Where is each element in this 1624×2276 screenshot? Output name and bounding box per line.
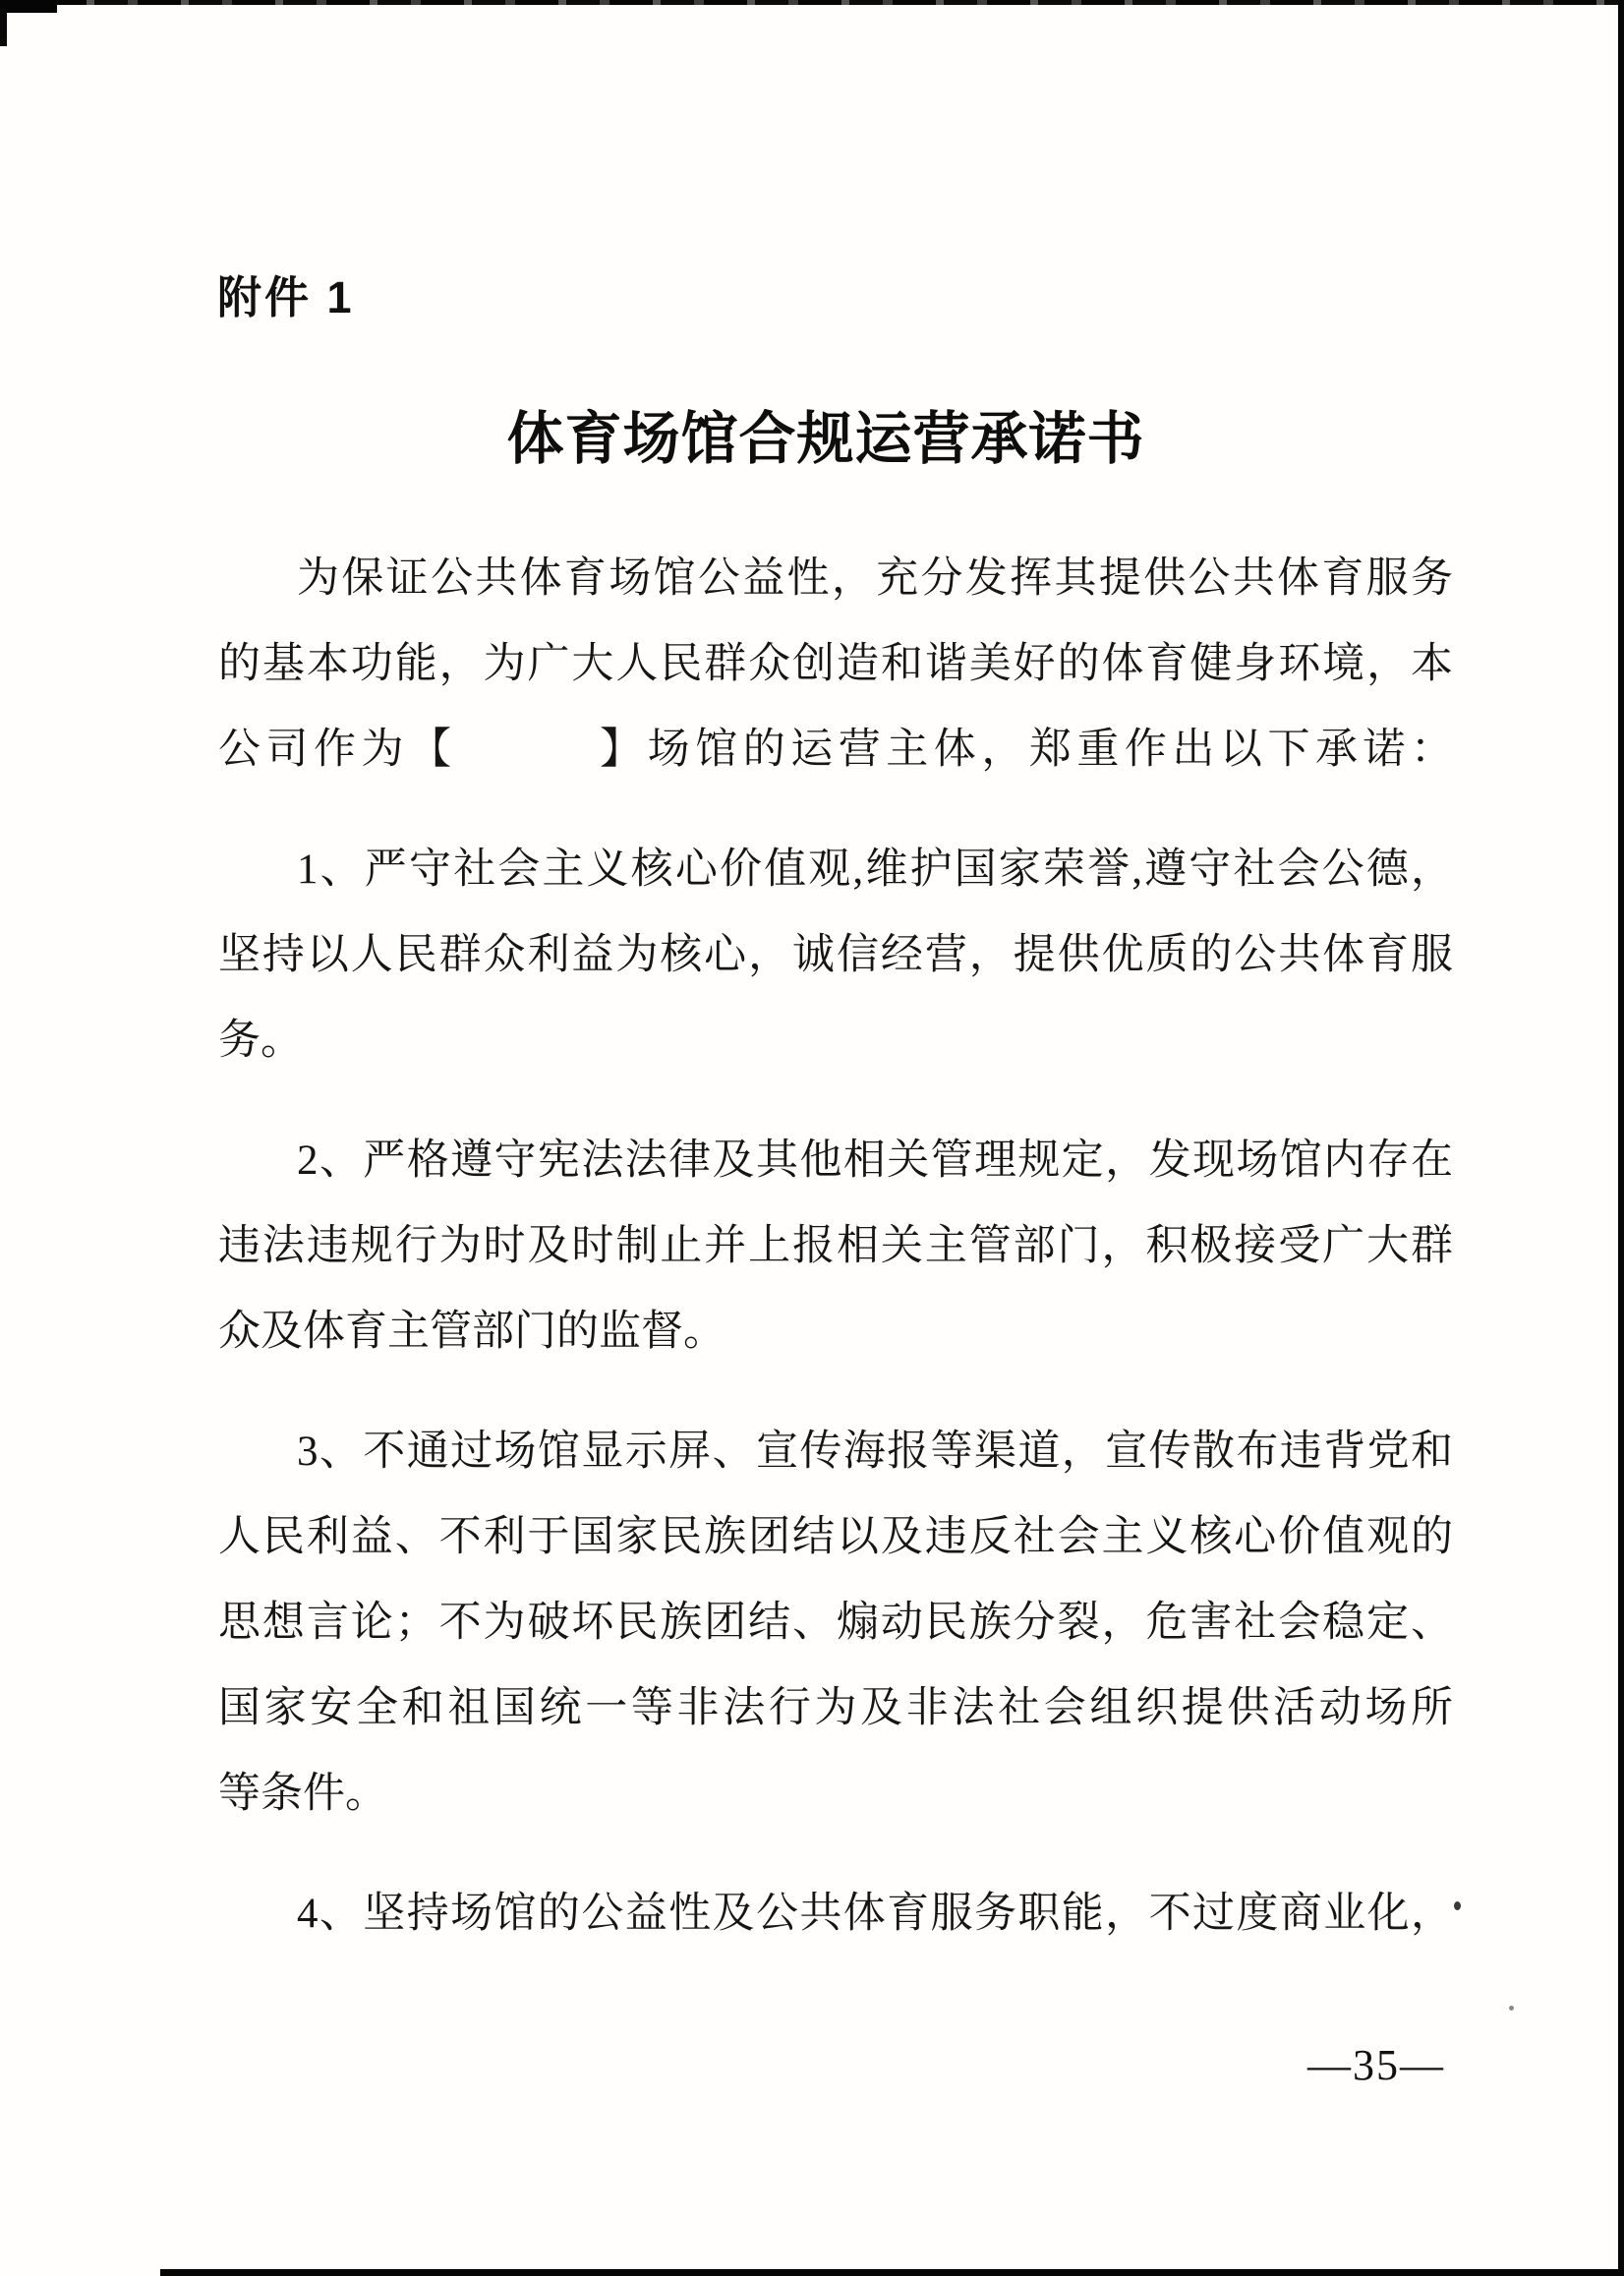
text-line: 为保证公共体育场馆公益性，充分发挥其提供公共体育服务 (297, 555, 1453, 602)
text-line: 人民利益、不利于国家民族团结以及违反社会主义核心价值观的 (218, 1514, 1453, 1560)
text-line: 的基本功能，为广大人民群众创造和谐美好的体育健身环境，本 (218, 641, 1453, 687)
page-number: —35— (1307, 2041, 1445, 2089)
text-line: 众及体育主管部门的监督。 (218, 1309, 725, 1355)
scan-speck (1454, 1901, 1461, 1910)
scan-left-blob (0, 9, 7, 46)
paragraph-item-3 (218, 1409, 1453, 1837)
text-line: 4、坚持场馆的公益性及公共体育服务职能，不过度商业化， (297, 1891, 1453, 1937)
scan-speck-faint (1509, 2006, 1514, 2011)
paragraph-intro (218, 536, 1453, 792)
scan-edge-right (1618, 0, 1624, 2276)
text-line: 国家安全和祖国统一等非法行为及非法社会组织提供活动场所 (218, 1685, 1453, 1731)
text-line: 务。 (218, 1018, 303, 1064)
paragraph-item-1 (218, 827, 1453, 1083)
scan-edge-bottom (160, 2269, 1624, 2276)
text-line: 等条件。 (218, 1771, 387, 1817)
paragraph-item-4 (218, 1871, 1453, 1956)
text-line: 思想言论；不为破坏民族团结、煽动民族分裂，危害社会稳定、 (218, 1600, 1453, 1646)
document-title: 体育场馆合规运营承诺书 (506, 407, 1145, 471)
text-line: 违法违规行为时及时制止并上报相关主管部门，积极接受广大群 (218, 1223, 1453, 1269)
text-line: 坚持以人民群众利益为核心，诚信经营，提供优质的公共体育服 (218, 932, 1453, 978)
paragraph-item-2 (218, 1118, 1453, 1374)
text-line: 公司作为【 】场馆的运营主体，郑重作出以下承诺： (218, 727, 1453, 773)
document-body (218, 536, 1453, 1956)
scan-edge-top (0, 0, 1624, 5)
text-line: 3、不通过场馆显示屏、宣传海报等渠道，宣传散布违背党和 (297, 1429, 1453, 1475)
text-line: 1、严守社会主义核心价值观,维护国家荣誉,遵守社会公德， (297, 846, 1453, 893)
scan-corner-blob (0, 0, 57, 13)
text-line: 2、严格遵守宪法法律及其他相关管理规定，发现场馆内存在 (297, 1138, 1453, 1184)
attachment-label: 附件 1 (217, 272, 355, 322)
